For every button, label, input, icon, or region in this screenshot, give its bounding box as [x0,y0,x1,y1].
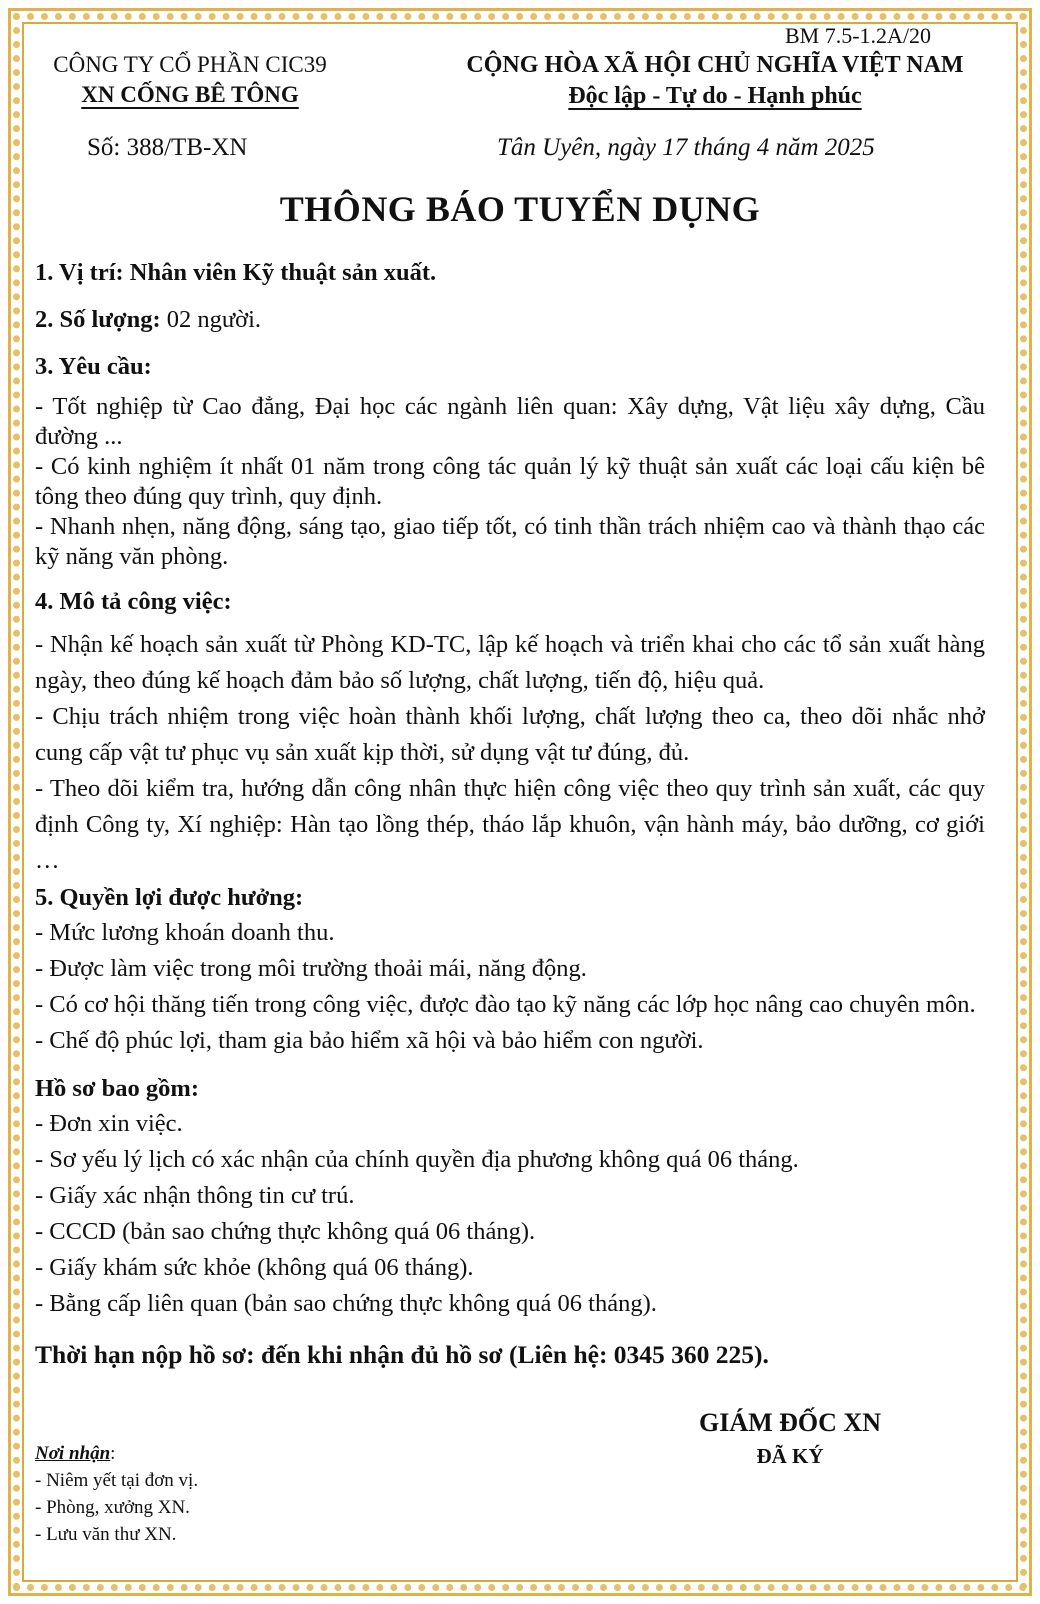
recipient-item: - Lưu văn thư XN. [35,1524,177,1545]
recipient-item: - Niêm yết tại đơn vị. [35,1470,199,1491]
document-item: - Bằng cấp liên quan (bản sao chứng thực không quá 06 tháng). [35,1290,657,1317]
document-item: - Đơn xin việc. [35,1110,183,1137]
benefit-item: - Mức lương khoán doanh thu. [35,919,335,946]
job-item: - Nhận kế hoạch sản xuất từ Phòng KD-TC, lập kế hoạch và triển khai cho các tổ sản xuất hàng ngày, theo đúng kế hoạch đảm bảo số lượng, chất lượng, tiến độ, hiệu quả. [35,631,985,694]
benefit-item: - Được làm việc trong môi trường thoải mái, năng động. [35,955,587,982]
place-and-date: Tân Uyên, ngày 17 tháng 4 năm 2025 [497,134,875,161]
nation-motto: Độc lập - Tự do - Hạnh phúc [568,83,862,109]
quantity-value: 02 người. [160,306,262,333]
form-code: BM 7.5-1.2A/20 [785,23,932,48]
benefit-item: - Chế độ phúc lợi, tham gia bảo hiểm xã hội và bảo hiểm con người. [35,1027,704,1054]
recipients-heading: Nơi nhận [35,1443,111,1464]
document-item: - CCCD (bản sao chứng thực không quá 06 tháng). [35,1218,536,1245]
benefits-heading: 5. Quyền lợi được hưởng: [35,884,304,911]
recipients-colon: : [110,1443,116,1464]
recipients-heading-line [35,1440,198,1467]
document-item: - Giấy khám sức khỏe (không quá 06 tháng). [35,1254,474,1281]
signature-status: ĐÃ KÝ [756,1444,824,1468]
quantity-label: 2. Số lượng: [35,306,161,333]
documents-heading: Hồ sơ bao gồm: [35,1075,199,1102]
quantity-line [35,303,985,337]
signer-title: GIÁM ĐỐC XN [699,1408,881,1437]
document-item: - Giấy xác nhận thông tin cư trú. [35,1182,355,1209]
recipient-item: - Phòng, xưởng XN. [35,1497,190,1518]
submission-deadline: Thời hạn nộp hồ sơ: đến khi nhận đủ hồ sơ (Liên hệ: 0345 360 225). [35,1340,769,1369]
company-name: CÔNG TY CỔ PHẦN CIC39 [53,52,327,77]
job-item: - Chịu trách nhiệm trong việc hoàn thành khối lượng, chất lượng theo ca, theo dõi nhắc nhở cung cấp vật tư phục vụ sản xuất kịp thời, sử dụng vật tư đúng, đủ. [35,703,985,766]
national-header [445,52,985,110]
requirement-item: - Nhanh nhẹn, năng động, sáng tạo, giao tiếp tốt, có tinh thần trách nhiệm cao và thành thạo các kỹ năng văn phòng. [35,513,985,570]
position-line: 1. Vị trí: Nhân viên Kỹ thuật sản xuất. [35,259,437,286]
recipients-block [35,1440,198,1548]
document-body [35,256,985,1372]
organization-header [35,52,345,108]
document-item: - Sơ yếu lý lịch có xác nhận của chính quyền địa phương không quá 06 tháng. [35,1146,799,1173]
job-description-heading: 4. Mô tả công việc: [35,588,232,615]
signature-block [675,1408,905,1469]
benefit-item: - Có cơ hội thăng tiến trong công việc, được đào tạo kỹ năng các lớp học nâng cao chuyên môn. [35,991,976,1018]
requirement-item: - Tốt nghiệp từ Cao đẳng, Đại học các ngành liên quan: Xây dựng, Vật liệu xây dựng, Cầu đường ... [35,393,985,450]
document-title: THÔNG BÁO TUYỂN DỤNG [279,189,761,229]
requirements-heading: 3. Yêu cầu: [35,353,152,380]
job-item: - Theo dõi kiểm tra, hướng dẫn công nhân thực hiện công việc theo quy trình sản xuất, các quy định Công ty, Xí nghiệp: Hàn tạo lồng thép, tháo lắp khuôn, vận hành máy, bảo dưỡng, cơ giới … [35,775,985,874]
unit-name: XN CỐNG BÊ TÔNG [81,82,299,107]
nation-name: CỘNG HÒA XÃ HỘI CHỦ NGHĨA VIỆT NAM [466,52,964,78]
document-number: Số: 388/TB-XN [87,134,248,161]
requirement-item: - Có kinh nghiệm ít nhất 01 năm trong công tác quản lý kỹ thuật sản xuất các loại cấu kiện bê tông theo đúng quy trình, quy định. [35,453,985,510]
